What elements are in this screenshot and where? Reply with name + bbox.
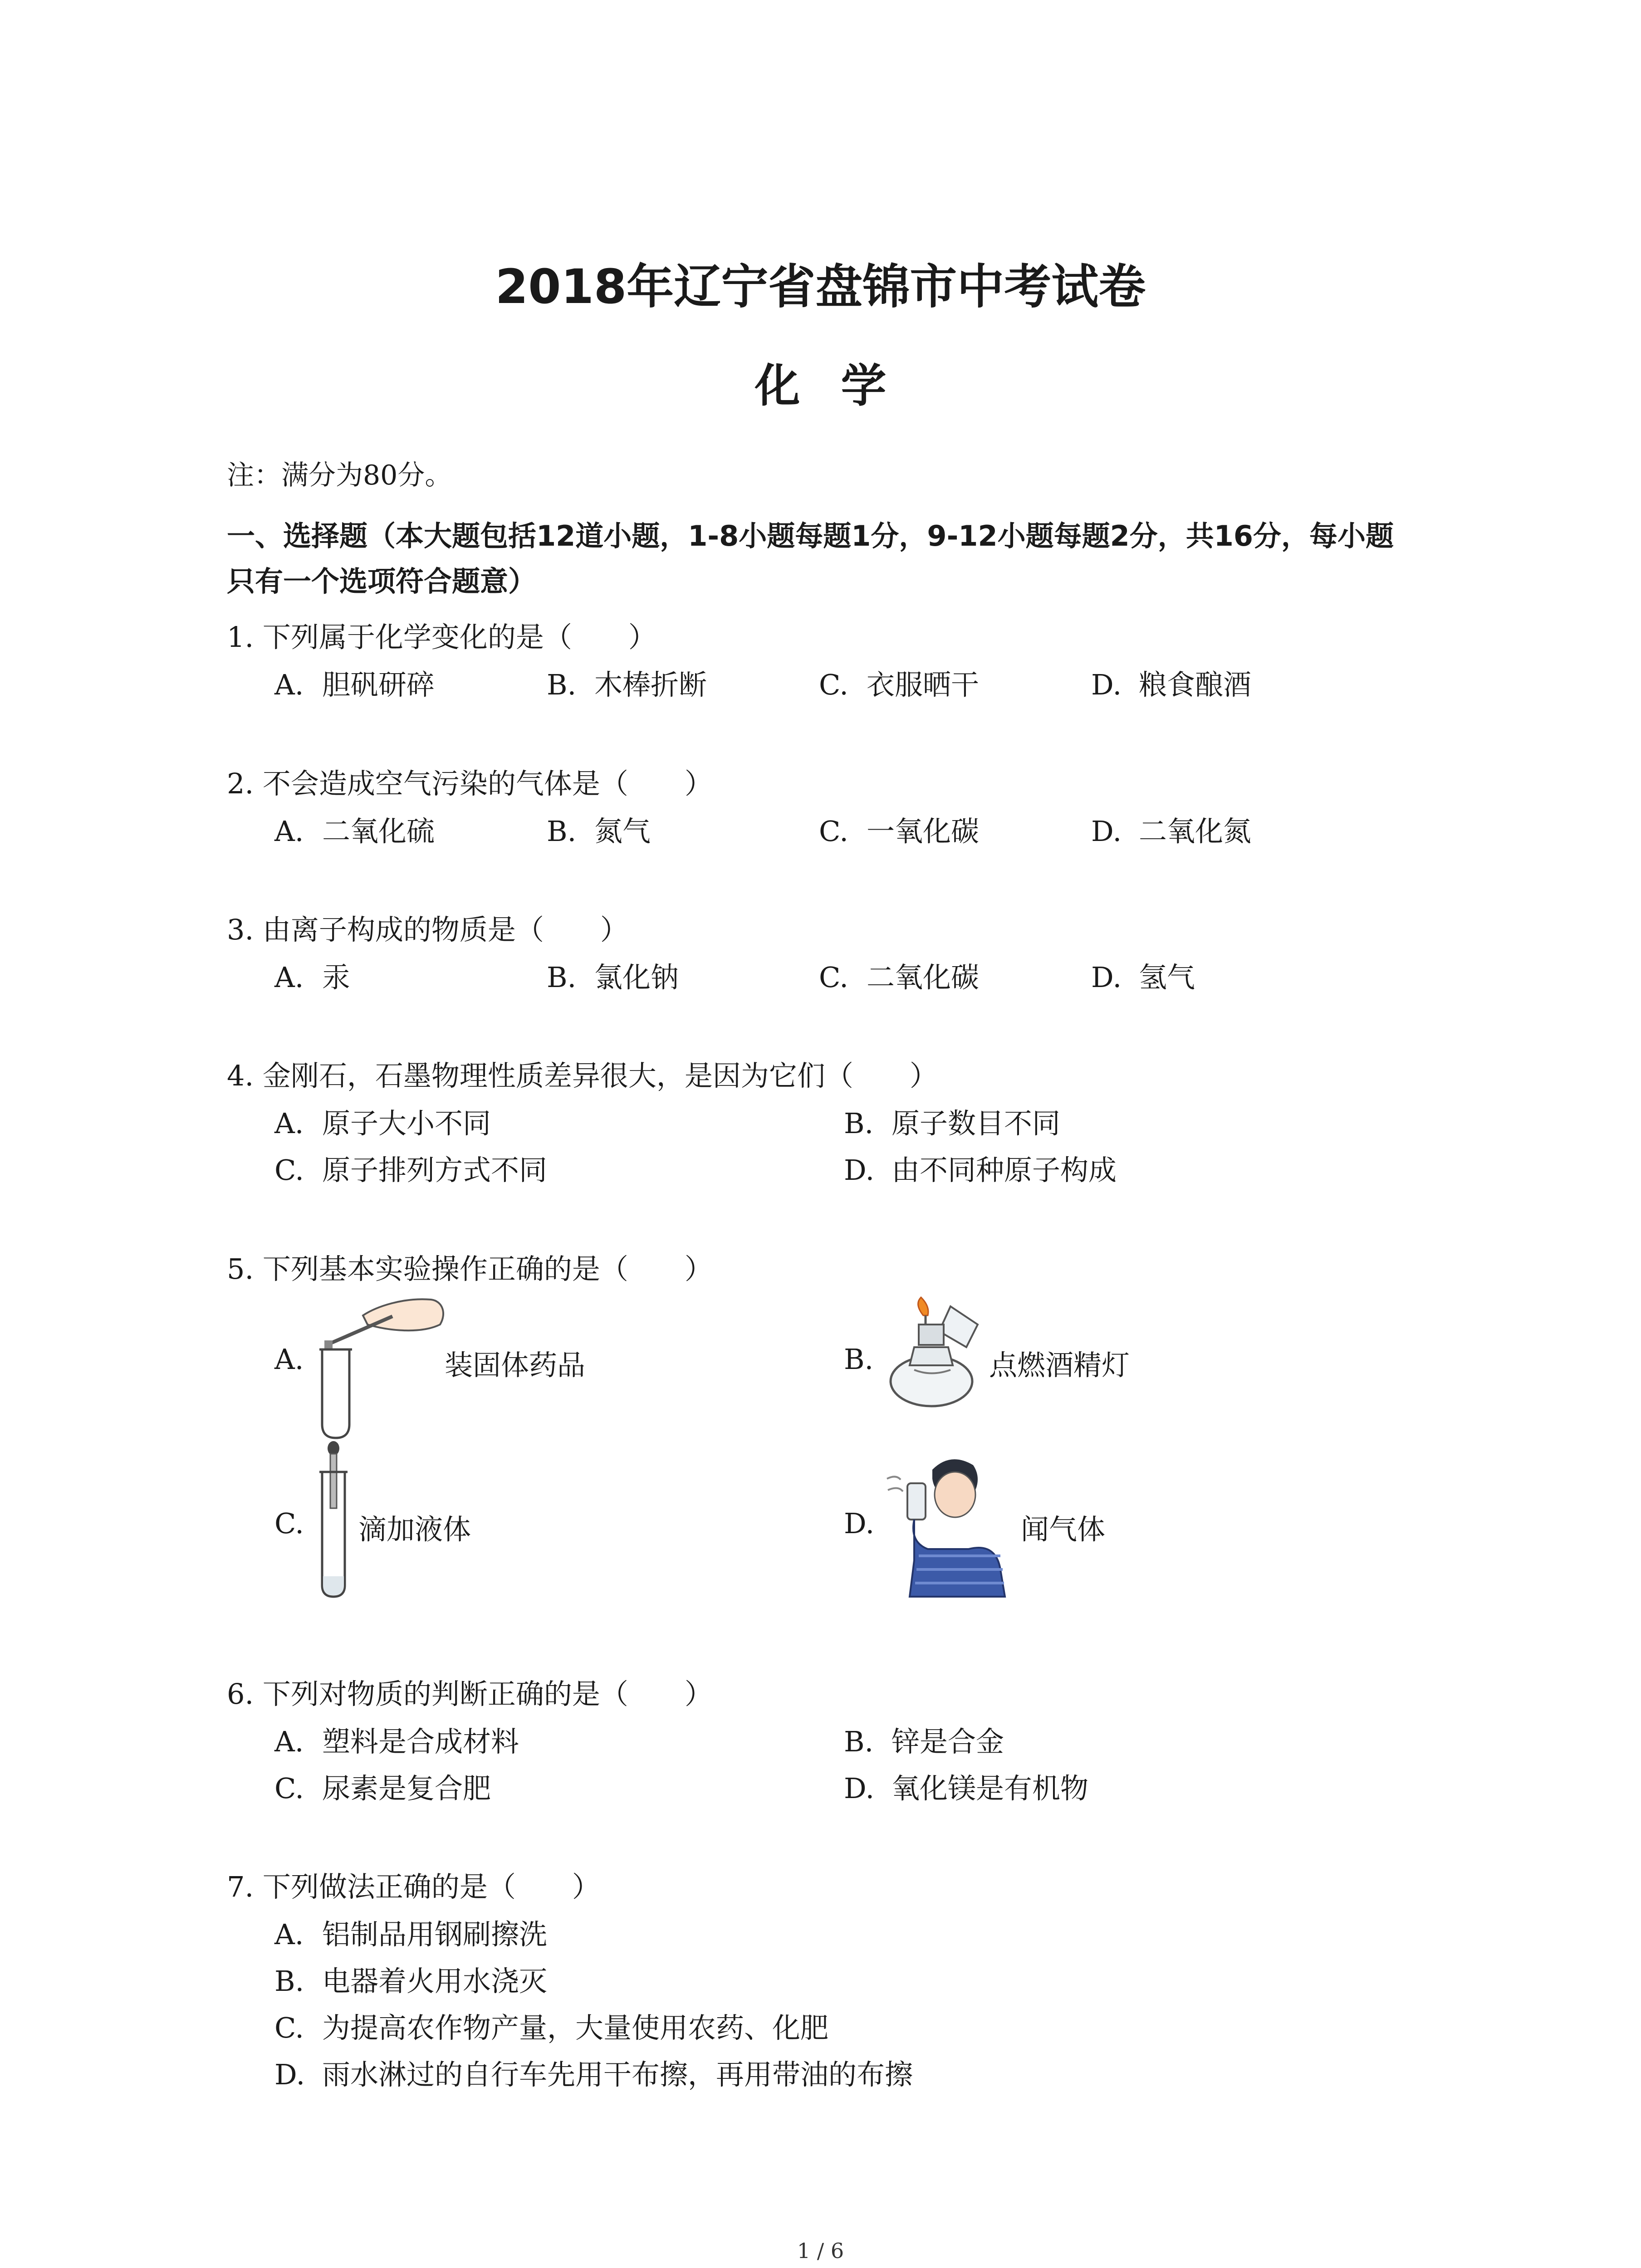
question-2-stem: 2. 不会造成空气污染的气体是（ ） xyxy=(227,767,713,800)
question-2-option-a: A. 二氧化硫 xyxy=(274,815,435,848)
question-3-option-c: C. 二氧化碳 xyxy=(819,961,980,994)
question-1-stem: 1. 下列属于化学变化的是（ ） xyxy=(227,621,656,654)
question-3-stem: 3. 由离子构成的物质是（ ） xyxy=(227,913,628,946)
question-5-option-d-text: 闻气体 xyxy=(1021,1513,1106,1546)
smelling-gas-illustration xyxy=(882,1452,1019,1597)
question-2-option-c: C. 一氧化碳 xyxy=(819,815,980,848)
alcohol-lamp-illustration xyxy=(882,1297,991,1415)
question-2-option-d: D. 二氧化氮 xyxy=(1091,815,1252,848)
dropper-test-tube-illustration xyxy=(313,1440,363,1603)
question-3-option-a: A. 汞 xyxy=(274,961,351,994)
question-5-option-c-text: 滴加液体 xyxy=(358,1513,471,1546)
question-5-option-b-text: 点燃酒精灯 xyxy=(989,1349,1130,1382)
question-4-option-a: A. 原子大小不同 xyxy=(274,1107,491,1140)
question-7-option-b: B. 电器着火用水浇灭 xyxy=(274,1965,548,1998)
question-1-option-b: B. 木棒折断 xyxy=(547,668,707,701)
question-5-option-d-letter: D. xyxy=(844,1507,875,1540)
question-1-option-c: C. 衣服晒干 xyxy=(819,668,980,701)
question-7-option-c: C. 为提高农作物产量，大量使用农药、化肥 xyxy=(274,2011,829,2044)
question-2-option-b: B. 氮气 xyxy=(547,815,651,848)
question-4-option-d: D. 由不同种原子构成 xyxy=(844,1154,1117,1187)
question-6-stem: 6. 下列对物质的判断正确的是（ ） xyxy=(227,1677,713,1711)
question-4-option-b: B. 原子数目不同 xyxy=(844,1107,1061,1140)
question-7-option-d: D. 雨水淋过的自行车先用干布擦，再用带油的布擦 xyxy=(274,2058,913,2091)
section-heading-line2: 只有一个选项符合题意） xyxy=(227,565,537,598)
question-1-option-d: D. 粮食酿酒 xyxy=(1091,668,1252,701)
question-6-option-b: B. 锌是合金 xyxy=(844,1725,1004,1758)
question-5-stem: 5. 下列基本实验操作正确的是（ ） xyxy=(227,1252,713,1286)
question-6-option-d: D. 氧化镁是有机物 xyxy=(844,1772,1089,1805)
page-title: 2018年辽宁省盘锦市中考试卷 xyxy=(495,259,1146,314)
test-tube-spatula-illustration xyxy=(313,1288,449,1447)
question-5-option-b-letter: B. xyxy=(844,1343,874,1376)
question-3-option-b: B. 氯化钠 xyxy=(547,961,679,994)
question-7-option-a: A. 铝制品用钢刷擦洗 xyxy=(274,1918,548,1951)
subject-title: 化学 xyxy=(754,359,927,412)
question-3-option-d: D. 氢气 xyxy=(1091,961,1195,994)
section-heading-line1: 一、选择题（本大题包括12道小题，1-8小题每题1分，9-12小题每题2分，共16分，每小题 xyxy=(227,519,1394,552)
question-6-option-a: A. 塑料是合成材料 xyxy=(274,1725,519,1758)
question-4-option-c: C. 原子排列方式不同 xyxy=(274,1154,548,1187)
question-1-option-a: A. 胆矾研碎 xyxy=(274,668,435,701)
score-note: 注：满分为80分。 xyxy=(227,459,452,491)
question-5-option-c-letter: C. xyxy=(274,1507,304,1540)
question-6-option-c: C. 尿素是复合肥 xyxy=(274,1772,491,1805)
question-7-stem: 7. 下列做法正确的是（ ） xyxy=(227,1870,600,1903)
question-5-option-a-letter: A. xyxy=(274,1343,304,1376)
question-4-stem: 4. 金刚石，石墨物理性质差异很大，是因为它们（ ） xyxy=(227,1059,938,1092)
page-number: 1 / 6 xyxy=(797,2239,844,2263)
question-5-option-a-text: 装固体药品 xyxy=(445,1349,586,1382)
